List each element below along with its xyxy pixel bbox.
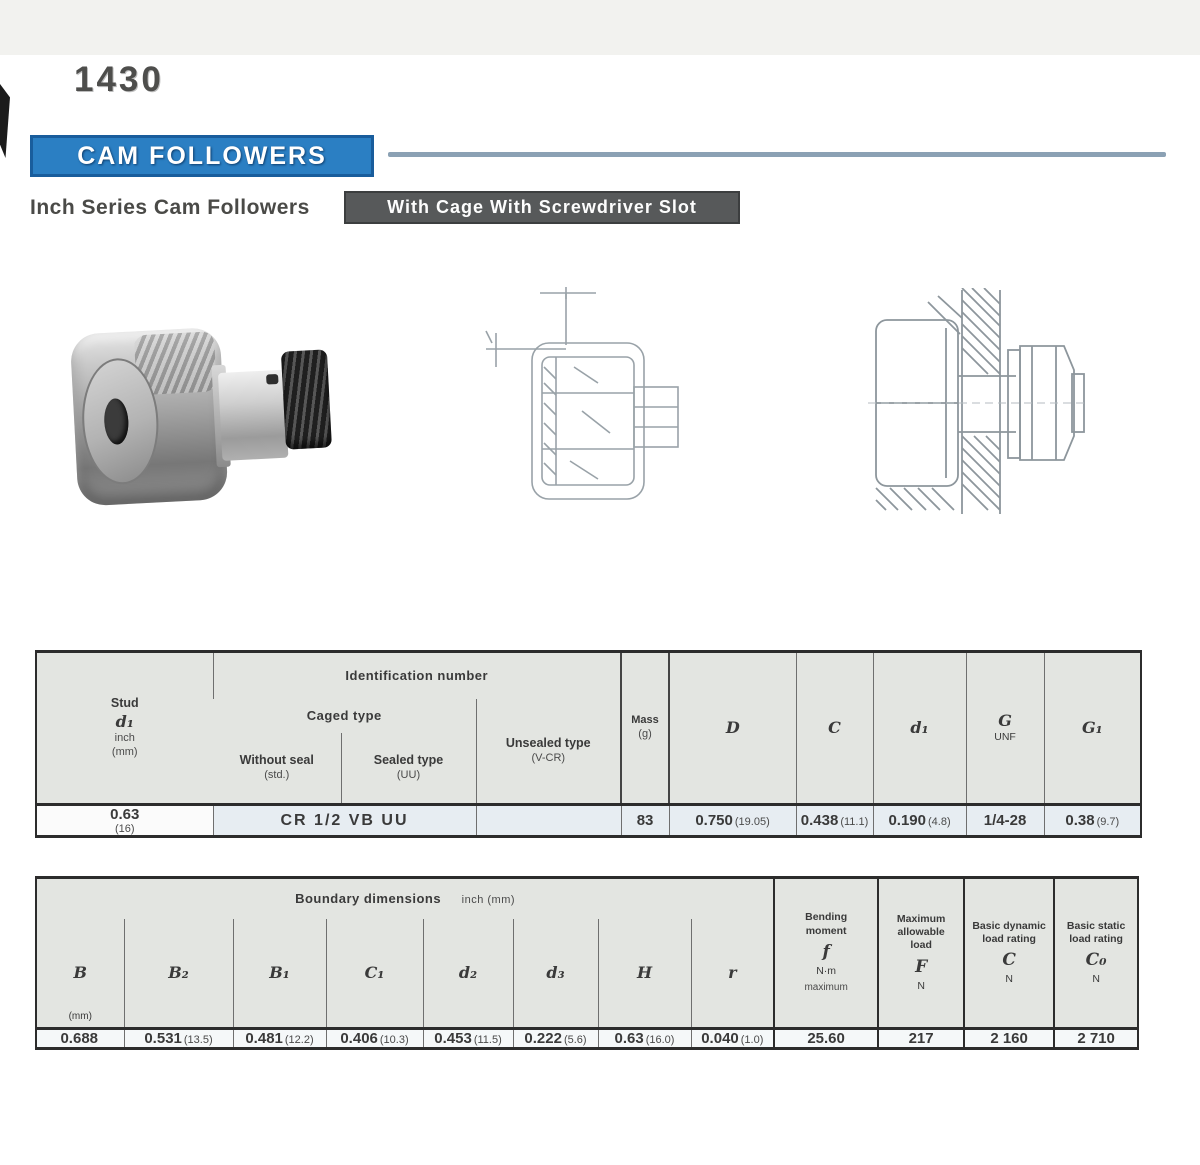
d2-mm: (11.5): [473, 1034, 502, 1046]
sp0-note: maximum: [804, 982, 848, 994]
dim-g1-symbol: G₁: [1081, 718, 1103, 737]
h-symbol: H: [636, 963, 653, 982]
type-badge-label: With Cage With Screwdriver Slot: [387, 197, 697, 217]
dim-c1-header: [326, 919, 423, 1029]
without-seal-note: (std.): [264, 768, 290, 781]
d3-mm: (5.6): [563, 1034, 587, 1046]
page-number: 1430: [74, 60, 164, 99]
dim-h-header: [598, 919, 691, 1029]
c1-value: [326, 1029, 423, 1049]
r-inch: 0.040: [701, 1030, 739, 1047]
dim-d2-header: [423, 919, 513, 1029]
dim-d1-symbol: d₁: [910, 718, 929, 737]
dim-c-value: [796, 805, 873, 837]
sp3-symbol: C₀: [1085, 949, 1107, 970]
spec-table-2: [35, 876, 1139, 1050]
sp1-unit: N: [917, 979, 925, 992]
table-row: [36, 1029, 1138, 1049]
d1-inch: 0.190: [888, 812, 926, 829]
dynamic-load-rating-value: [964, 1029, 1054, 1049]
mounting-drawing-svg: [868, 288, 1086, 516]
unsealed-note: (V-CR): [531, 751, 566, 764]
sp2-line2: load rating: [982, 932, 1036, 945]
h-value: [598, 1029, 691, 1049]
h-mm: (16.0): [645, 1034, 675, 1046]
c-rating-value: 2 160: [990, 1030, 1028, 1047]
dim-b1-header: [233, 919, 326, 1029]
d2-symbol: d₂: [458, 963, 478, 982]
b1-value: [233, 1029, 326, 1049]
fmax-value: 217: [908, 1030, 934, 1047]
stud-dia-mm: (16): [114, 823, 135, 835]
r-mm: (1.0): [740, 1034, 764, 1046]
r-value: [691, 1029, 774, 1049]
dim-d-symbol: D: [725, 718, 740, 737]
dim-d-value: [669, 805, 796, 837]
b-note: (mm): [68, 1010, 92, 1022]
dim-r-header: [691, 919, 774, 1029]
g-thread: 1/4-28: [983, 812, 1027, 829]
c0-rating-value: 2 710: [1077, 1030, 1115, 1047]
d-inch: 0.750: [695, 812, 733, 829]
sealed-label: Sealed type: [373, 753, 444, 768]
d3-inch: 0.222: [524, 1030, 562, 1047]
sealed-type-header: [341, 733, 476, 805]
sp0-line1: Bending: [805, 911, 848, 924]
dim-g-header: [966, 652, 1044, 805]
sp2-line1: Basic dynamic: [972, 919, 1046, 932]
c1-mm: (10.3): [379, 1034, 409, 1046]
b1-inch: 0.481: [245, 1030, 283, 1047]
stud-dia-symbol: d₁: [115, 712, 134, 732]
g1-inch: 0.38: [1065, 812, 1095, 829]
b-symbol: B: [73, 963, 88, 982]
without-seal-header: [213, 733, 341, 805]
c-inch: 0.438: [800, 812, 839, 829]
r-symbol: r: [728, 963, 737, 982]
d1-mm: (4.8): [927, 816, 951, 828]
without-seal-label: Without seal: [239, 753, 314, 768]
unsealed-label: Unsealed type: [505, 736, 591, 751]
b-inch: 0.688: [60, 1030, 99, 1047]
sp0-symbol: f: [822, 941, 830, 962]
identification-number-header: Identification number: [213, 652, 621, 700]
dim-g-value: [966, 805, 1044, 837]
sp1-line2: allowable: [897, 926, 945, 939]
c1-inch: 0.406: [340, 1030, 378, 1047]
stud-dia-inch: 0.63: [110, 806, 140, 823]
mass-value: 83: [621, 805, 669, 837]
stud-dia-header: [36, 652, 213, 805]
part-number: CR 1/2 VB UU: [213, 805, 476, 837]
static-load-rating-value: [1054, 1029, 1138, 1049]
sp3-unit: N: [1092, 973, 1100, 986]
boundary-dimensions-unit: inch (mm): [461, 893, 516, 906]
stud-shaft: [218, 370, 289, 461]
dim-b2-header: [124, 919, 233, 1029]
dim-g1-value: [1044, 805, 1141, 837]
dim-b-header: [36, 919, 124, 1029]
b-value: [36, 1029, 124, 1049]
sp3-line2: load rating: [1069, 932, 1123, 945]
stud-dia-value: [36, 805, 213, 837]
dim-g-unit: UNF: [994, 731, 1016, 744]
d2-value: [423, 1029, 513, 1049]
type-badge: [344, 191, 740, 224]
static-load-rating-header: [1054, 878, 1138, 1029]
page-edge-artifact: [0, 84, 10, 158]
d3-value: [513, 1029, 598, 1049]
d-mm: (19.05): [734, 816, 770, 828]
d2-inch: 0.453: [434, 1030, 472, 1047]
stud-dia-unit: inch: [114, 732, 135, 745]
sp1-line1: Maximum: [896, 913, 946, 926]
mass-unit: (g): [638, 728, 652, 740]
sp2-symbol: C: [1002, 949, 1016, 970]
c1-symbol: C₁: [364, 963, 385, 982]
title-rule: [388, 152, 1166, 157]
dim-c-symbol: C: [828, 718, 841, 737]
sp1-symbol: F: [915, 956, 928, 977]
unsealed-type-header: [476, 699, 621, 805]
dim-c-header: [796, 652, 873, 805]
table-row: [36, 805, 1141, 837]
sp1-line3: load: [910, 939, 932, 952]
oil-hole: [266, 374, 279, 385]
boundary-dimensions-header: [36, 878, 774, 920]
dynamic-load-rating-header: [964, 878, 1054, 1029]
unsealed-value: [476, 805, 621, 837]
b2-inch: 0.531: [144, 1030, 182, 1047]
dim-g1-header: [1044, 652, 1141, 805]
mass-header: [621, 652, 669, 805]
stud-dia-line1: Stud: [110, 696, 139, 711]
d3-symbol: d₃: [546, 963, 565, 982]
section-drawing-svg: [478, 283, 683, 511]
mounting-drawing: [868, 288, 1086, 516]
bending-moment-header: [774, 878, 878, 1029]
caged-type-header: Caged type: [213, 699, 476, 733]
h-inch: 0.63: [614, 1030, 644, 1047]
max-load-value: [878, 1029, 964, 1049]
b2-symbol: B₂: [168, 963, 189, 982]
threaded-end: [281, 349, 332, 449]
dim-d-header: [669, 652, 796, 805]
dim-d1-value: [873, 805, 966, 837]
g1-mm: (9.7): [1096, 816, 1120, 828]
sealed-note: (UU): [396, 768, 421, 781]
series-subtitle: Inch Series Cam Followers: [30, 196, 310, 219]
product-photo: [67, 309, 337, 517]
sp3-line1: Basic static: [1066, 919, 1126, 932]
dim-g-symbol: G: [998, 711, 1012, 731]
dim-d3-header: [513, 919, 598, 1029]
b2-mm: (13.5): [183, 1034, 213, 1046]
spec-table-1: [35, 650, 1142, 838]
mass-label: Mass: [631, 714, 659, 727]
stud-dia-unit-mm: (mm): [111, 745, 138, 758]
page-title: CAM FOLLOWERS: [77, 141, 327, 170]
max-load-header: [878, 878, 964, 1029]
b1-symbol: B₁: [269, 963, 290, 982]
b1-mm: (12.2): [284, 1034, 314, 1046]
sp0-line2: moment: [805, 924, 847, 937]
top-band: [0, 0, 1200, 55]
f-value: 25.60: [807, 1030, 845, 1047]
bending-moment-value: [774, 1029, 878, 1049]
section-drawing: [478, 283, 683, 511]
c-mm: (11.1): [840, 816, 869, 828]
sp0-unit: N·m: [816, 964, 837, 977]
title-bar: [30, 135, 374, 177]
dim-d1-header: [873, 652, 966, 805]
b2-value: [124, 1029, 233, 1049]
sp2-unit: N: [1005, 973, 1013, 986]
boundary-dimensions-label: Boundary dimensions: [295, 890, 442, 906]
